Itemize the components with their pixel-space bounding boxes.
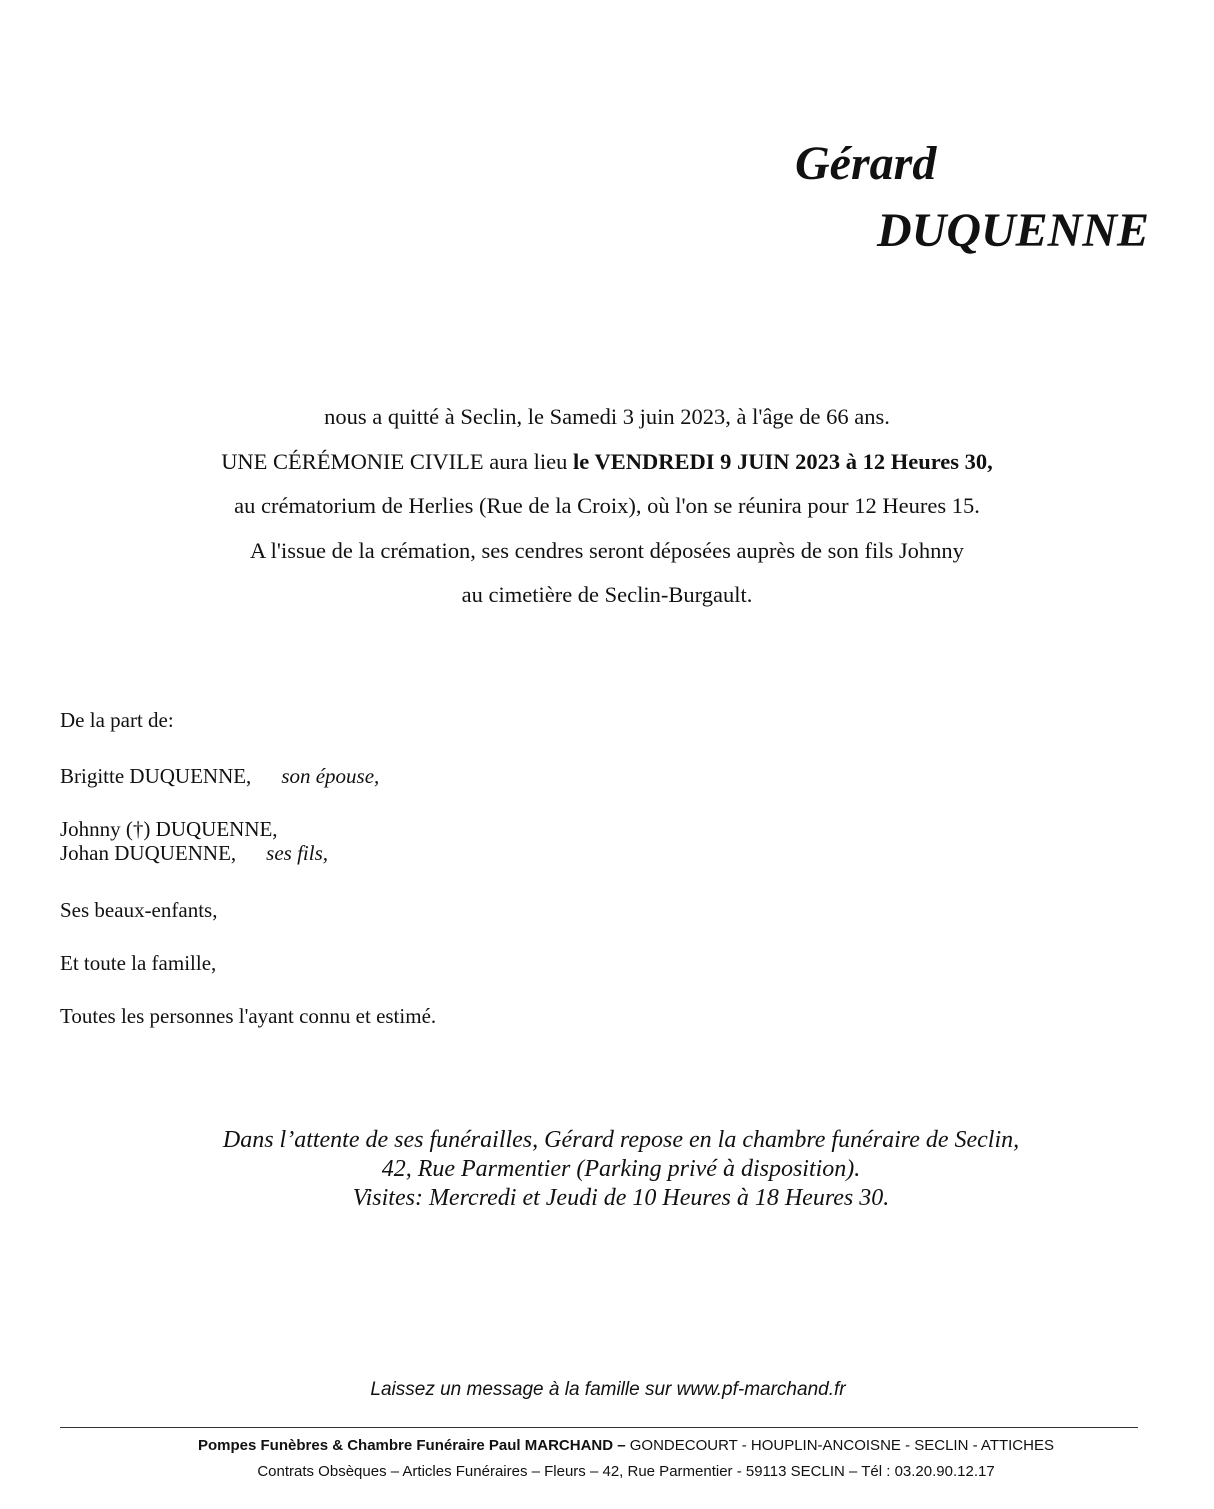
visitation-line-3: Visites: Mercredi et Jeudi de 10 Heures à 18 Heures 30. bbox=[352, 1185, 890, 1211]
ceremony-date: le VENDREDI 9 JUIN 2023 à 12 Heures 30, bbox=[572, 448, 993, 474]
spouse-name: Brigitte DUQUENNE, bbox=[60, 764, 252, 788]
deceased-last-name: DUQUENNE bbox=[877, 204, 1150, 257]
announcement-line-5: au cimetière de Seclin-Burgault. bbox=[461, 582, 753, 607]
family-intro: De la part de: bbox=[60, 708, 174, 732]
announcement bbox=[0, 395, 1214, 618]
sons-relation: ses fils, bbox=[266, 841, 328, 865]
son-2-name: Johan DUQUENNE, bbox=[60, 841, 237, 865]
family-acquaintances: Toutes les personnes l'ayant connu et estimé. bbox=[60, 1004, 437, 1028]
visitation-line-2: 42, Rue Parmentier (Parking privé à disposition). bbox=[381, 1156, 861, 1182]
announcement-line-4: A l'issue de la crémation, ses cendres seront déposées auprès de son fils Johnny bbox=[250, 537, 964, 563]
ceremony-type: UNE CÉRÉMONIE CIVILE aura lieu bbox=[221, 448, 573, 474]
footer-company: Pompes Funèbres & Chambre Funéraire Paul MARCHAND – bbox=[198, 1437, 626, 1454]
family-stepchildren: Ses beaux-enfants, bbox=[60, 898, 218, 922]
family-spouse bbox=[60, 764, 379, 788]
spouse-relation: son épouse, bbox=[281, 764, 380, 788]
footer-divider bbox=[60, 1427, 1138, 1428]
family-son-1: Johnny (†) DUQUENNE, bbox=[60, 817, 278, 841]
deceased-first-name: Gérard bbox=[795, 137, 937, 190]
announcement-line-3: au crématorium de Herlies (Rue de la Croix), où l'on se réunira pour 12 Heures 15. bbox=[234, 493, 980, 518]
visitation-line-1: Dans l’attente de ses funérailles, Gérard repose en la chambre funéraire de Seclin, bbox=[222, 1127, 1020, 1153]
announcement-line-2 bbox=[0, 440, 1214, 485]
visitation-info bbox=[0, 1126, 1214, 1213]
announcement-line-1: nous a quitté à Seclin, le Samedi 3 juin 2023, à l'âge de 66 ans. bbox=[324, 404, 890, 429]
condolence-message: Laissez un message à la famille sur www.pf-marchand.fr bbox=[370, 1379, 846, 1400]
footer-company-line bbox=[0, 1437, 1214, 1454]
footer-locations: GONDECOURT - HOUPLIN-ANCOISNE - SECLIN - ATTICHES bbox=[625, 1437, 1054, 1454]
family-son-2 bbox=[60, 841, 328, 865]
footer-services-line: Contrats Obsèques – Articles Funéraires – Fleurs – 42, Rue Parmentier - 59113 SECLIN – Tél : 03.20.90.12.17 bbox=[257, 1463, 995, 1480]
family-whole: Et toute la famille, bbox=[60, 951, 217, 975]
